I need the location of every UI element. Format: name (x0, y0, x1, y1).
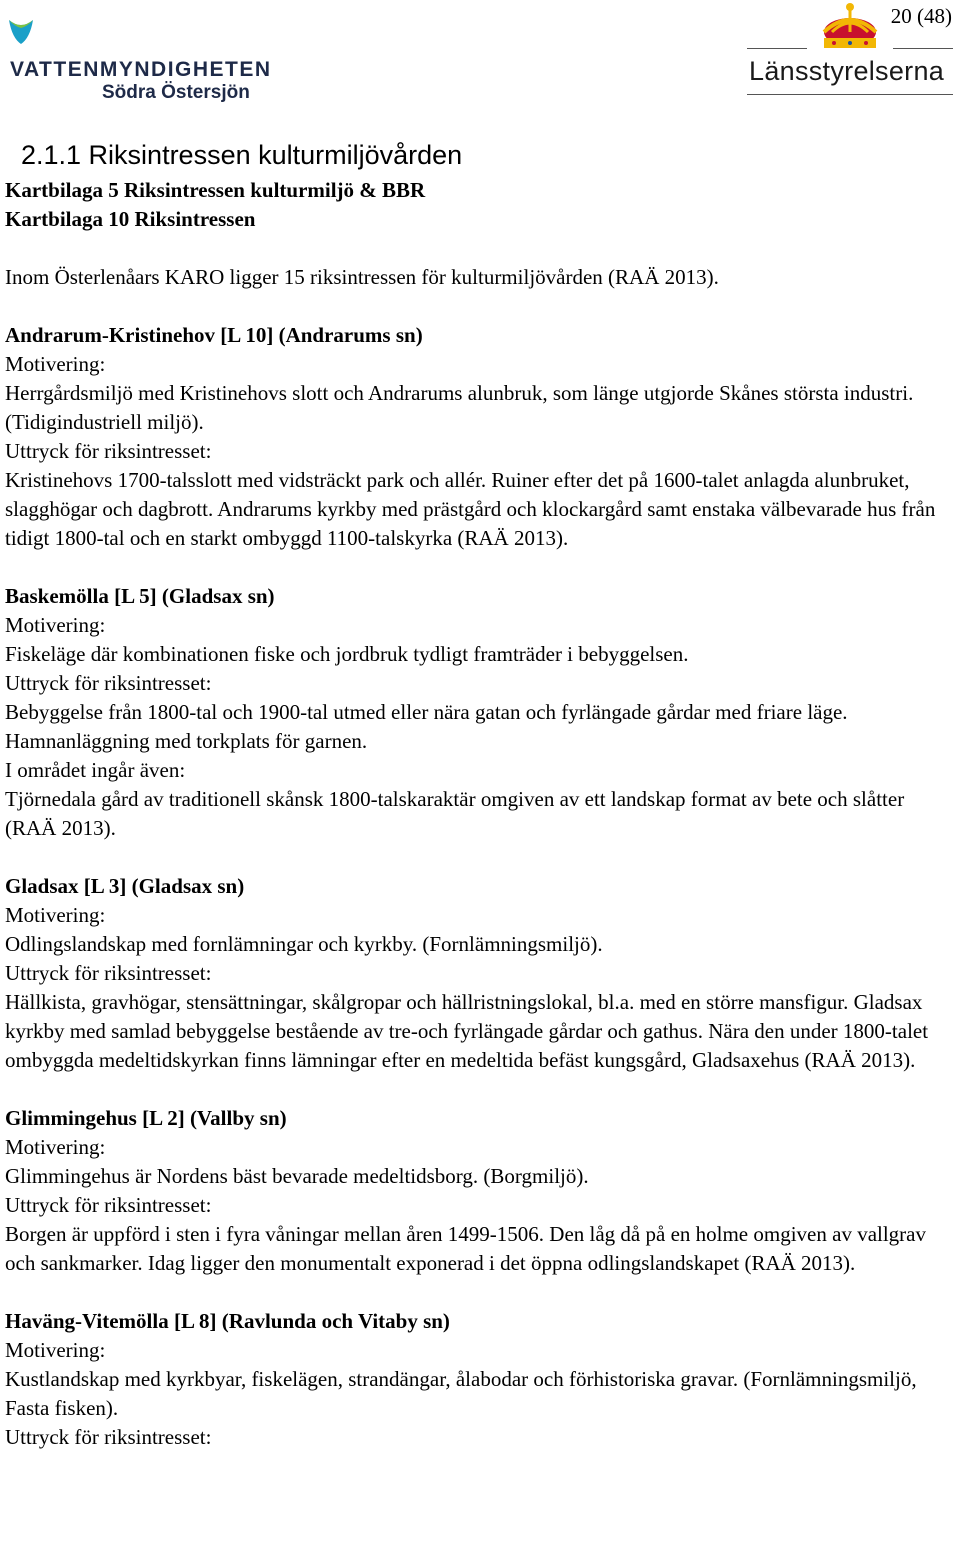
logo-rule-right (893, 48, 953, 49)
uttryck-label: Uttryck för riksintresset: (5, 1193, 212, 1217)
entry-title: Glimmingehus [L 2] (Vallby sn) (5, 1106, 287, 1130)
motivering-label: Motivering: (5, 1338, 106, 1362)
motivering-text: Herrgårdsmiljö med Kristinehovs slott och Andrarums alunbruk, som länge utgjorde Skånes största industri. (Tidigindustriell miljö). (5, 381, 914, 434)
motivering-text: Odlingslandskap med fornlämningar och kyrkby. (Fornlämningsmiljö). (5, 932, 603, 956)
section-heading: 2.1.1 Riksintressen kulturmiljövården (21, 140, 463, 170)
motivering-label: Motivering: (5, 613, 106, 637)
entry-havang-vitemolla (5, 1307, 945, 1452)
uttryck-label: Uttryck för riksintresset: (5, 439, 212, 463)
entry-glimmingehus (5, 1104, 945, 1278)
entry-title: Gladsax [L 3] (Gladsax sn) (5, 874, 245, 898)
entry-baskemolla (5, 582, 945, 843)
crown-icon (818, 2, 882, 54)
logo-rule-bottom (747, 94, 953, 95)
page-header (0, 0, 960, 110)
ingar-text: Tjörnedala gård av traditionell skånsk 1800-talskaraktär omgiven av ett landskap format av bete och slåtter (RAÄ 2013). (5, 787, 905, 840)
uttryck-text: Bebyggelse från 1800-tal och 1900-tal utmed eller nära gatan och fyrlängade gårdar med friare läge. Hamnanläggning med torkplats för garnen. (5, 700, 848, 753)
entry-gladsax (5, 872, 945, 1075)
logo-text-line1: VATTENMYNDIGHETEN (10, 58, 272, 81)
motivering-label: Motivering: (5, 352, 106, 376)
entry-andrarum (5, 321, 945, 553)
logo-rule-left (747, 48, 807, 49)
motivering-text: Kustlandskap med kyrkbyar, fiskelägen, strandängar, ålabodar och förhistoriska gravar. (Fornlämningsmiljö, Fasta fisken). (5, 1367, 917, 1420)
map-reference: Kartbilaga 10 Riksintressen (5, 207, 256, 231)
uttryck-text: Kristinehovs 1700-talsslott med vidsträckt park och allér. Ruiner efter det på 1600-talet anlagda alunbruket, slagghögar och dagbrott. Andrarums kyrkby med prästgård och klockargård samt enstaka välbevarade hus från tidigt 1800-tal och en starkt ombyggd 1100-talskyrka (RAÄ 2013). (5, 468, 936, 550)
motivering-label: Motivering: (5, 903, 106, 927)
motivering-text: Glimmingehus är Nordens bäst bevarade medeltidsborg. (Borgmiljö). (5, 1164, 589, 1188)
uttryck-text: Hällkista, gravhögar, stensättningar, skålgropar och hällristningslokal, bl.a. med en större mansfigur. Gladsax kyrkby med samlad bebyggelse bestående av tre-och fyrlängade gårdar och gathus. Nära den under 1800-talet ombyggda medeltidskyrkan finns lämningar efter en medeltida befäst kungsgård, Gladsaxehus (RAÄ 2013). (5, 990, 929, 1072)
entry-title: Haväng-Vitemölla [L 8] (Ravlunda och Vitaby sn) (5, 1309, 450, 1333)
ingar-label: I området ingår även: (5, 758, 186, 782)
motivering-label: Motivering: (5, 1135, 106, 1159)
water-drop-icon (6, 16, 36, 46)
uttryck-label: Uttryck för riksintresset: (5, 961, 212, 985)
intro-paragraph: Inom Österlenåars KARO ligger 15 riksintressen för kulturmiljövården (RAÄ 2013). (5, 265, 719, 289)
lansstyrelserna-logo (745, 0, 960, 104)
uttryck-label: Uttryck för riksintresset: (5, 671, 212, 695)
document-body (5, 138, 945, 1452)
map-reference: Kartbilaga 5 Riksintressen kulturmiljö & BBR (5, 178, 426, 202)
logo-name: Länsstyrelserna (749, 56, 945, 86)
uttryck-label: Uttryck för riksintresset: (5, 1425, 212, 1449)
vattenmyndigheten-logo (4, 14, 304, 103)
entry-title: Andrarum-Kristinehov [L 10] (Andrarums sn) (5, 323, 423, 347)
page-number: 20 (48) (890, 4, 952, 28)
entry-title: Baskemölla [L 5] (Gladsax sn) (5, 584, 275, 608)
logo-text-line2: Södra Östersjön (102, 82, 250, 103)
uttryck-text: Borgen är uppförd i sten i fyra våningar mellan åren 1499-1506. Den låg då på en holme omgiven av vallgrav och sankmarker. Idag ligger den monumentalt exponerad i det öppna odlingslandskapet (RAÄ 2013). (5, 1222, 926, 1275)
motivering-text: Fiskeläge där kombinationen fiske och jordbruk tydligt framträder i bebyggelsen. (5, 642, 689, 666)
